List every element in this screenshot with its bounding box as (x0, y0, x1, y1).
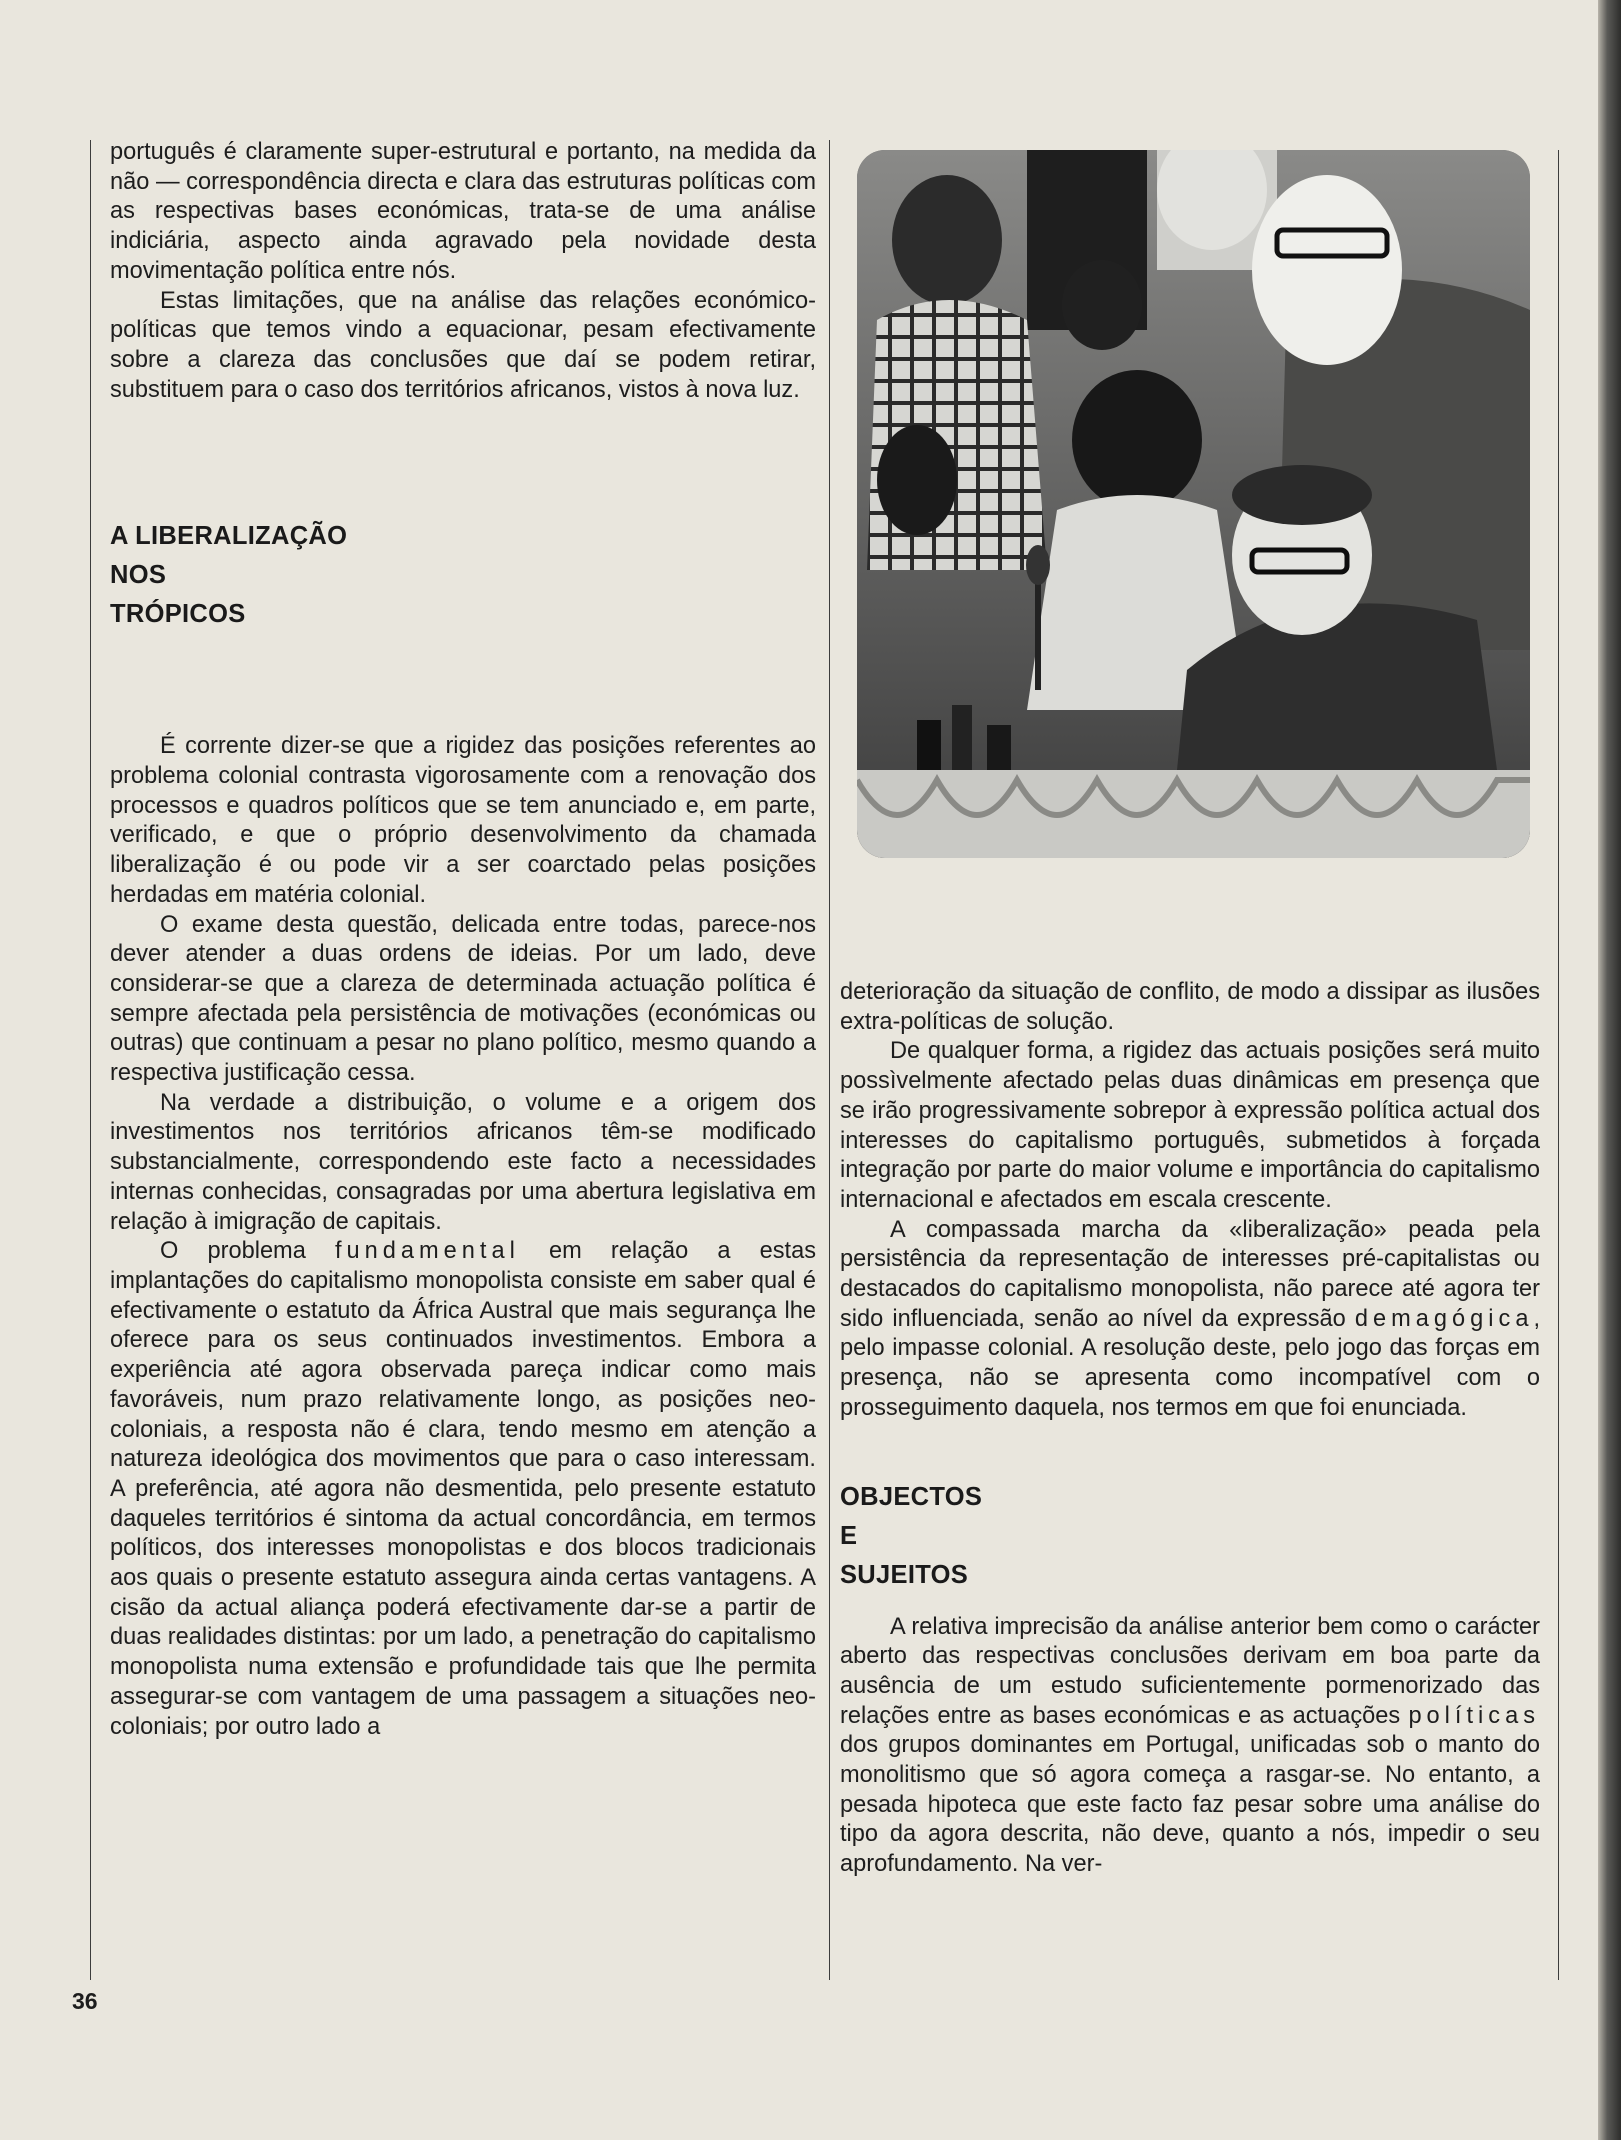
paragraph: De qualquer forma, a rigidez das actuais posições será muito possìvelmente afectado pelas duas dinâmicas em presença que se irão progressivamente sobrepor à expressão política actual dos interesses do capitalismo português, submetidos à forçada integração por parte do maior volume e importância do capitalismo internacional e afectados em escala crescente. (840, 1038, 1540, 1213)
paragraph: O problema fundamental em relação a estas implantações do capitalismo monopolista consiste em saber qual é efectivamente o estatuto da África Austral que mais segurança lhe oferece para os seus continuados investimentos. Embora a experiência até agora observada pareça indicar como mais favoráveis, num prazo relativamente longo, as posições neo-coloniais, a resposta não é clara, tendo mesmo em atenção a natureza ideológica dos movimentos que para o caso interessam. A preferência, até agora não desmentida, pelo presente estatuto daqueles territórios é sintoma da actual concordância, em termos políticos, dos interesses monopolistas e dos blocos tradicionais aos quais o presente estatuto assegura ainda certas vantagens. A cisão da actual aliança poderá efectivamente dar-se a partir de duas realidades distintas: por um lado, a penetração do capitalismo monopolista numa extensão e profundidade tais que lhe permita assegurar-se com vantagem de uma passagem a situações neo-coloniais; por outro lado a (110, 1238, 816, 1740)
heading-line: TRÓPICOS (110, 600, 246, 629)
paragraph: O exame desta questão, delicada entre todas, parece-nos dever atender a duas ordens de ideias. Por um lado, deve considerar-se que a clareza de determinada actuação política é sempre afectada pela persistência de motivações (económicas ou outras) que continuam a pesar no plano político, mesmo quando a respectiva justificação cessa. (110, 911, 816, 1087)
heading-line: E (840, 1521, 858, 1550)
paragraph: Estas limitações, que na análise das relações económico-políticas que temos vindo a equacionar, pesam efectivamente sobre a clareza das conclusões que daí se podem retirar, substituem para o caso dos territórios africanos, vistos à nova luz. (110, 287, 816, 403)
paragraph: Na verdade a distribuição, o volume e a origem dos investimentos nos territórios africanos têm-se modificado substancialmente, correspondendo este facto a necessidades internas conhecidas, consagradas por uma abertura legislativa em relação à imigração de capitais. (110, 1089, 816, 1235)
page-edge (1598, 0, 1621, 2140)
paragraph: É corrente dizer-se que a rigidez das posições referentes ao problema colonial contrasta vigorosamente com a renovação dos processos e quadros políticos que se tem anunciado e, em parte, verificado, e que o próprio desenvolvimento da chamada liberalização é ou pode vir a ser coarctado pelas posições herdadas em matéria colonial. (110, 733, 816, 908)
photograph (857, 150, 1530, 858)
right-column (840, 978, 1540, 1880)
section-heading-liberalizacao (110, 517, 816, 634)
paragraph: português é claramente super-estrutural e portanto, na medida da não — correspondência directa e clara das estruturas políticas com as respectivas bases económicas, trata-se de uma análise indiciária, aspecto ainda agravado pela novidade desta movimentação política entre nós. (110, 139, 816, 284)
heading-line: NOS (110, 561, 167, 590)
column-rule-left (90, 140, 91, 1980)
left-column (110, 138, 816, 1742)
section-heading-objectos (840, 1478, 1540, 1595)
paragraph: A relativa imprecisão da análise anterior bem como o carácter aberto das respectivas conclusões derivam em boa parte da ausência de um estudo suficientemente pormenorizado das relações entre as bases económicas e as actuações políticas dos grupos dominantes em Portugal, unificadas sob o manto do monolitismo que só agora começa a rasgar-se. No entanto, a pesada hipoteca que este facto faz pesar sobre uma análise do tipo da agora descrita, não deve, quanto a nós, impedir o seu aprofundamento. Na ver- (840, 1613, 1540, 1878)
heading-line: SUJEITOS (840, 1560, 969, 1589)
paragraph: A compassada marcha da «liberalização» peada pela persistência da representação de interesses pré-capitalistas ou destacados do capitalismo monopolista, não parece até agora ter sido influenciada, senão ao nível da expressão demagógica, pelo impasse colonial. A resolução deste, pelo jogo das forças em presença, não se apresenta como incompatível com o prosseguimento daquela, nos termos em que foi enunciada. (840, 1216, 1540, 1421)
heading-line: OBJECTOS (840, 1482, 983, 1511)
paragraph: deterioração da situação de conflito, de modo a dissipar as ilusões extra-políticas de solução. (840, 979, 1540, 1035)
column-rule-right (1558, 150, 1559, 1980)
column-rule-middle (829, 140, 830, 1980)
photo-illustration (857, 150, 1530, 858)
heading-line: A LIBERALIZAÇÃO (110, 522, 348, 551)
page-number: 36 (72, 1988, 98, 2014)
